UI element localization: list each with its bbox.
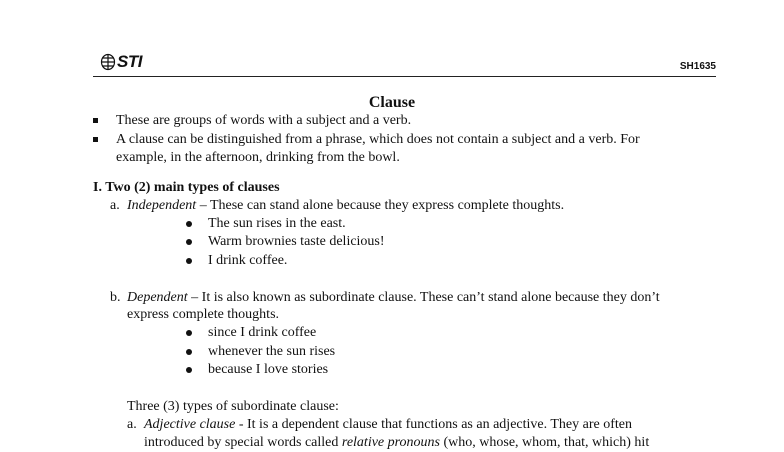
adjective-text-line1: - It is a dependent clause that functions as an adjective. They are often	[235, 417, 632, 432]
intro-bullet-2-line1: A clause can be distinguished from a phrase, which does not contain a subject and a verb. For	[116, 132, 640, 147]
bullet-dot-icon	[186, 330, 192, 336]
logo-text: STI	[117, 52, 142, 71]
dependent-text-line1: – It is also known as subordinate clause. These can’t stand alone because they don’t	[187, 290, 660, 305]
independent-example-1: The sun rises in the east.	[208, 216, 346, 231]
dependent-definition-line1	[127, 289, 660, 307]
document-code: SH1635	[679, 61, 716, 72]
bullet-dot-icon	[186, 349, 192, 355]
dependent-definition-line2: express complete thoughts.	[127, 307, 280, 322]
adjective-definition-line2	[144, 434, 649, 452]
independent-definition	[127, 197, 564, 215]
adjective-marker: a.	[127, 417, 137, 432]
subordinate-heading: Three (3) types of subordinate clause:	[127, 399, 339, 414]
dependent-example-1: since I drink coffee	[208, 325, 317, 340]
independent-term: Independent	[127, 198, 197, 213]
dependent-marker: b.	[110, 290, 121, 305]
intro-bullet-1: These are groups of words with a subject and a verb.	[116, 113, 412, 128]
intro-bullet-2-line2: example, in the afternoon, drinking from the bowl.	[116, 150, 400, 165]
bullet-dot-icon	[186, 367, 192, 373]
independent-example-3: I drink coffee.	[208, 253, 288, 268]
adjective-term: Adjective clause	[144, 417, 236, 432]
adjective-definition-line1	[144, 416, 632, 434]
section-heading: I. Two (2) main types of clauses	[93, 180, 280, 195]
square-bullet-icon	[93, 118, 98, 123]
bullet-dot-icon	[186, 239, 192, 245]
adjective-text-line2-start: introduced by special words called	[144, 435, 342, 450]
bullet-dot-icon	[186, 258, 192, 264]
dependent-example-2: whenever the sun rises	[208, 344, 336, 359]
page-title: Clause	[368, 94, 416, 111]
relative-pronouns-term: relative pronouns	[341, 435, 441, 450]
bullet-dot-icon	[186, 221, 192, 227]
independent-text: – These can stand alone because they express complete thoughts.	[196, 198, 565, 213]
independent-marker: a.	[110, 198, 120, 213]
independent-example-2: Warm brownies taste delicious!	[208, 234, 385, 249]
square-bullet-icon	[93, 137, 98, 142]
adjective-text-line2-end: (who, whose, whom, that, which) hit	[440, 435, 650, 450]
dependent-example-3: because I love stories	[208, 362, 329, 377]
dependent-term: Dependent	[127, 290, 188, 305]
